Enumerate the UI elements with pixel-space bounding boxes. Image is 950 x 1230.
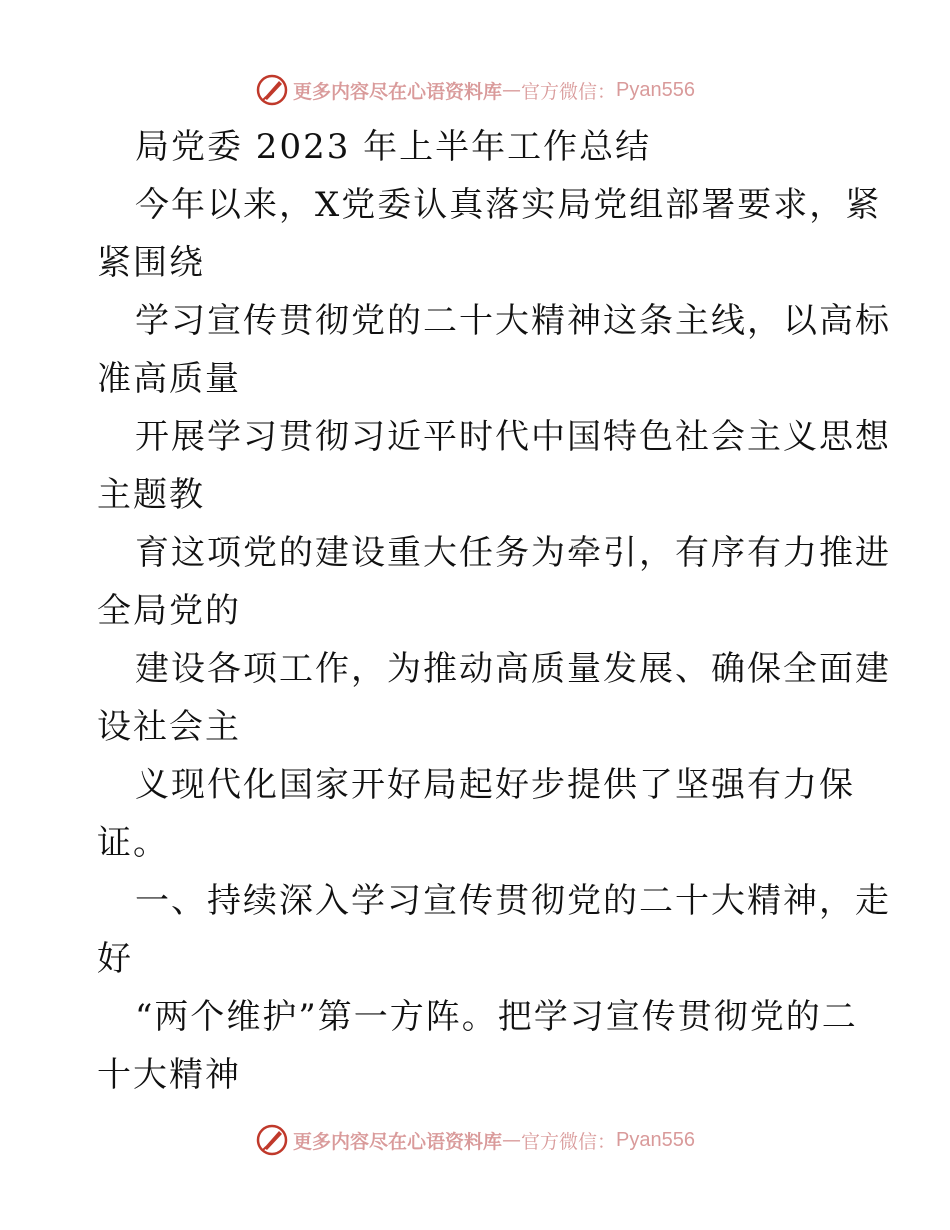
paragraph-line: 紧围绕 [97, 243, 205, 283]
quill-pen-icon [255, 73, 289, 107]
watermark-text: 更多内容尽在心语资料库 [293, 80, 503, 103]
watermark-separator: — [502, 1129, 522, 1151]
watermark-wechat-label: 官方微信： [521, 80, 617, 103]
header-watermark [0, 70, 950, 110]
paragraph-line: 今年以来，X党委认真落实局党组部署要求，紧 [135, 185, 882, 225]
paragraph-line: 开展学习贯彻习近平时代中国特色社会主义思想 [135, 417, 891, 457]
paragraph-line: 学习宣传贯彻党的二十大精神这条主线，以高标 [135, 301, 891, 341]
paragraph-line: 主题教 [97, 475, 205, 515]
paragraph-line: 建设各项工作，为推动高质量发展、确保全面建 [135, 649, 891, 689]
watermark-wechat-label: 官方微信： [521, 1130, 617, 1153]
paragraph-line: 育这项党的建设重大任务为牵引，有序有力推进 [135, 533, 891, 573]
paragraph-line: 义现代化国家开好局起好步提供了坚强有力保 [135, 765, 855, 805]
quill-pen-icon [255, 1123, 289, 1157]
paragraph-line: 准高质量 [97, 359, 241, 399]
watermark-text: 更多内容尽在心语资料库 [293, 1130, 503, 1153]
watermark-separator: — [502, 79, 522, 101]
watermark-wechat-id: Pyan556 [616, 1128, 695, 1151]
document-title: 局党委 2023 年上半年工作总结 [135, 127, 652, 167]
section-heading-line: 一、持续深入学习宣传贯彻党的二十大精神，走 [135, 881, 891, 921]
footer-watermark [0, 1120, 950, 1160]
section-heading-line: 好 [97, 939, 133, 979]
paragraph-line: “两个维护”第一方阵。把学习宣传贯彻党的二 [135, 997, 858, 1037]
paragraph-line: 全局党的 [97, 591, 241, 631]
paragraph-line: 证。 [97, 823, 169, 863]
document-body [97, 118, 891, 1104]
paragraph-line: 设社会主 [97, 707, 241, 747]
paragraph-line: 十大精神 [97, 1055, 241, 1095]
watermark-wechat-id: Pyan556 [616, 78, 695, 101]
